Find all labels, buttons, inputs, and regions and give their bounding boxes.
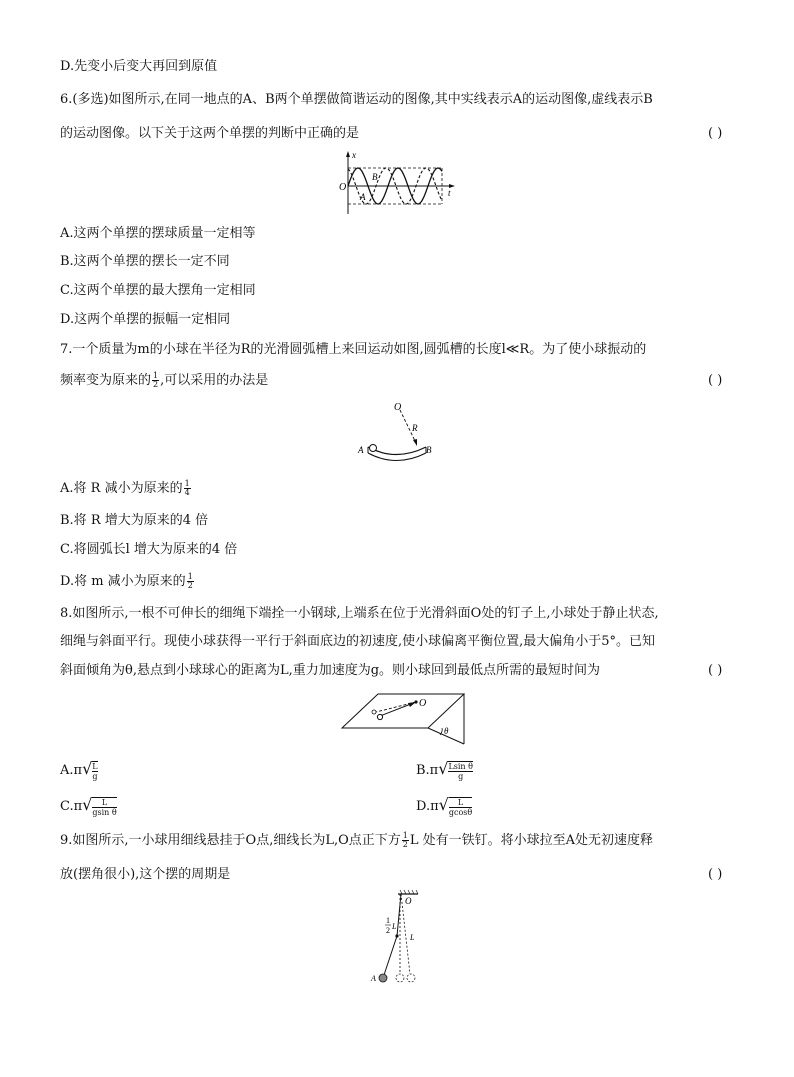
q9-frac-den: 2: [402, 840, 408, 849]
q6-option-c: C.这两个单摆的最大摆角一定相同: [60, 283, 256, 298]
q6-origin-label: O: [339, 182, 347, 193]
q9-line1-end: L 处有一铁钉。将小球拉至A处无初速度释: [409, 833, 653, 848]
q9-half-l-label: L: [392, 922, 397, 931]
q8-incline-figure: [336, 688, 466, 748]
q8-option-b-den: g: [458, 771, 464, 781]
q6-answer-paren: ( ): [708, 126, 723, 141]
q9-stem-line1: [60, 832, 653, 850]
q7-option-a-text: A.将 R 减小为原来的: [60, 481, 183, 496]
q8-option-b-radical: √ $\frac{\text{Lsin θ}}{g}$: [438, 759, 473, 781]
q7-option-d-text: D.将 m 减小为原来的: [60, 574, 186, 589]
q8-option-d-num: L: [449, 798, 472, 808]
q7-radius-label: R: [412, 423, 418, 433]
q7-option-a-num: 1: [184, 479, 190, 488]
q7-fraction: [152, 372, 159, 389]
q9-line1-text: 9.如图所示,一小球用细线悬挂于O点,细线长为L,O点正下方: [60, 833, 401, 848]
q9-half-num: 1: [386, 916, 390, 925]
q6-stem-line2: 的运动图像。以下关于这两个单摆的判断中正确的是: [60, 126, 360, 141]
q6-option-b: B.这两个单摆的摆长一定不同: [60, 254, 230, 269]
q8-stem-line2: 细绳与斜面平行。现使小球获得一平行于斜面底边的初速度,使小球偏离平衡位置,最大偏角小于5°。已知: [60, 634, 656, 649]
q8-option-c-label: C.π: [60, 798, 83, 814]
q7-stem-line1: 7.一个质量为m的小球在半径为R的光滑圆弧槽上来回运动如图,圆弧槽的长度l≪R。为了使小球振动的: [60, 342, 647, 357]
q9-point-o-label: O: [405, 896, 412, 906]
q8-option-b-label: B.π: [416, 762, 439, 778]
q6-option-a: A.这两个单摆的摆球质量一定相等: [60, 226, 256, 241]
q9-half-den: 2: [386, 926, 390, 935]
q8-answer-paren: ( ): [708, 663, 723, 678]
q8-option-c-radical: √ $\frac{L}{\text{gsin θ}}$: [82, 795, 117, 817]
q8-angle-theta-label: θ: [444, 726, 449, 736]
q7-point-b-label: B: [426, 445, 432, 455]
q9-frac-num: 1: [402, 831, 408, 840]
q9-answer-paren: ( ): [708, 867, 723, 882]
q7-frac-den: 2: [153, 380, 159, 389]
q8-stem-line3: 斜面倾角为θ,悬点到小球球心的距离为L,重力加速度为g。则小球回到最低点所需的最短时间为: [60, 663, 601, 678]
q8-option-a-radical: √ $\frac{L}{g}$: [82, 759, 98, 781]
q6-curve-a-label: A: [360, 192, 366, 202]
q5-option-d: D.先变小后变大再回到原值: [60, 59, 218, 74]
q7-option-a: [60, 480, 192, 498]
q6-option-d: D.这两个单摆的振幅一定相同: [60, 312, 231, 327]
q8-option-a-label: A.π: [60, 762, 83, 778]
q7-point-o-label: O: [394, 402, 402, 413]
q7-option-d: [60, 573, 195, 591]
q8-option-c-num: L: [92, 798, 116, 808]
q8-option-c-den: gsin θ: [92, 807, 117, 817]
q9-fraction: [402, 832, 409, 849]
q8-option-b-num: Lsin θ: [448, 761, 473, 771]
q8-stem-line1: 8.如图所示,一根不可伸长的细绳下端拴一小钢球,上端系在位于光滑斜面O处的钉子上,小球处于静止状态,: [60, 606, 659, 621]
q7-option-a-den: 4: [184, 488, 190, 497]
q7-option-d-num: 1: [187, 572, 193, 581]
q8-option-d-radical: √ $\frac{L}{gcos\theta}$: [438, 795, 473, 817]
q6-curve-b-label: B: [372, 172, 378, 182]
q7-option-a-fraction: [184, 480, 191, 497]
q8-option-a: [60, 760, 98, 781]
q7-stem-line2: [60, 372, 268, 390]
q6-axis-t-label: t: [448, 188, 451, 198]
q7-line2-text: 频率变为原来的: [60, 373, 152, 388]
q6-graph-figure: [336, 148, 460, 218]
q7-option-d-fraction: [187, 573, 194, 590]
q8-option-b: [416, 760, 473, 781]
q9-stem-line2: 放(摆角很小),这个摆的周期是: [60, 867, 231, 882]
q7-line2-end: ,可以采用的办法是: [160, 373, 269, 388]
q7-option-d-den: 2: [187, 581, 193, 590]
q9-length-l-label: L: [410, 933, 415, 942]
q7-option-c: C.将圆弧长l 增大为原来的4 倍: [60, 542, 238, 557]
q7-point-a-label: A: [358, 445, 364, 455]
q6-stem-line1: 6.(多选)如图所示,在同一地点的A、B两个单摆做简谐运动的图像,其中实线表示A的运动图像,虚线表示B: [60, 92, 653, 107]
q8-option-a-num: L: [92, 761, 98, 771]
q8-option-a-den: g: [92, 771, 98, 781]
q8-option-d-label: D.π: [416, 798, 439, 814]
q6-axis-x-label: x: [352, 150, 356, 160]
q7-arc-figure: [356, 398, 440, 468]
q8-point-o-label: O: [419, 698, 427, 709]
q8-option-d: [416, 796, 472, 817]
q8-option-d-den: gcosθ: [448, 807, 473, 817]
q7-answer-paren: ( ): [708, 373, 723, 388]
q7-frac-num: 1: [153, 371, 159, 380]
q9-pendulum-figure: [364, 888, 428, 988]
q9-point-a-label: A: [371, 974, 376, 983]
q7-option-b: B.将 R 增大为原来的4 倍: [60, 513, 209, 528]
q8-option-c: [60, 796, 117, 817]
